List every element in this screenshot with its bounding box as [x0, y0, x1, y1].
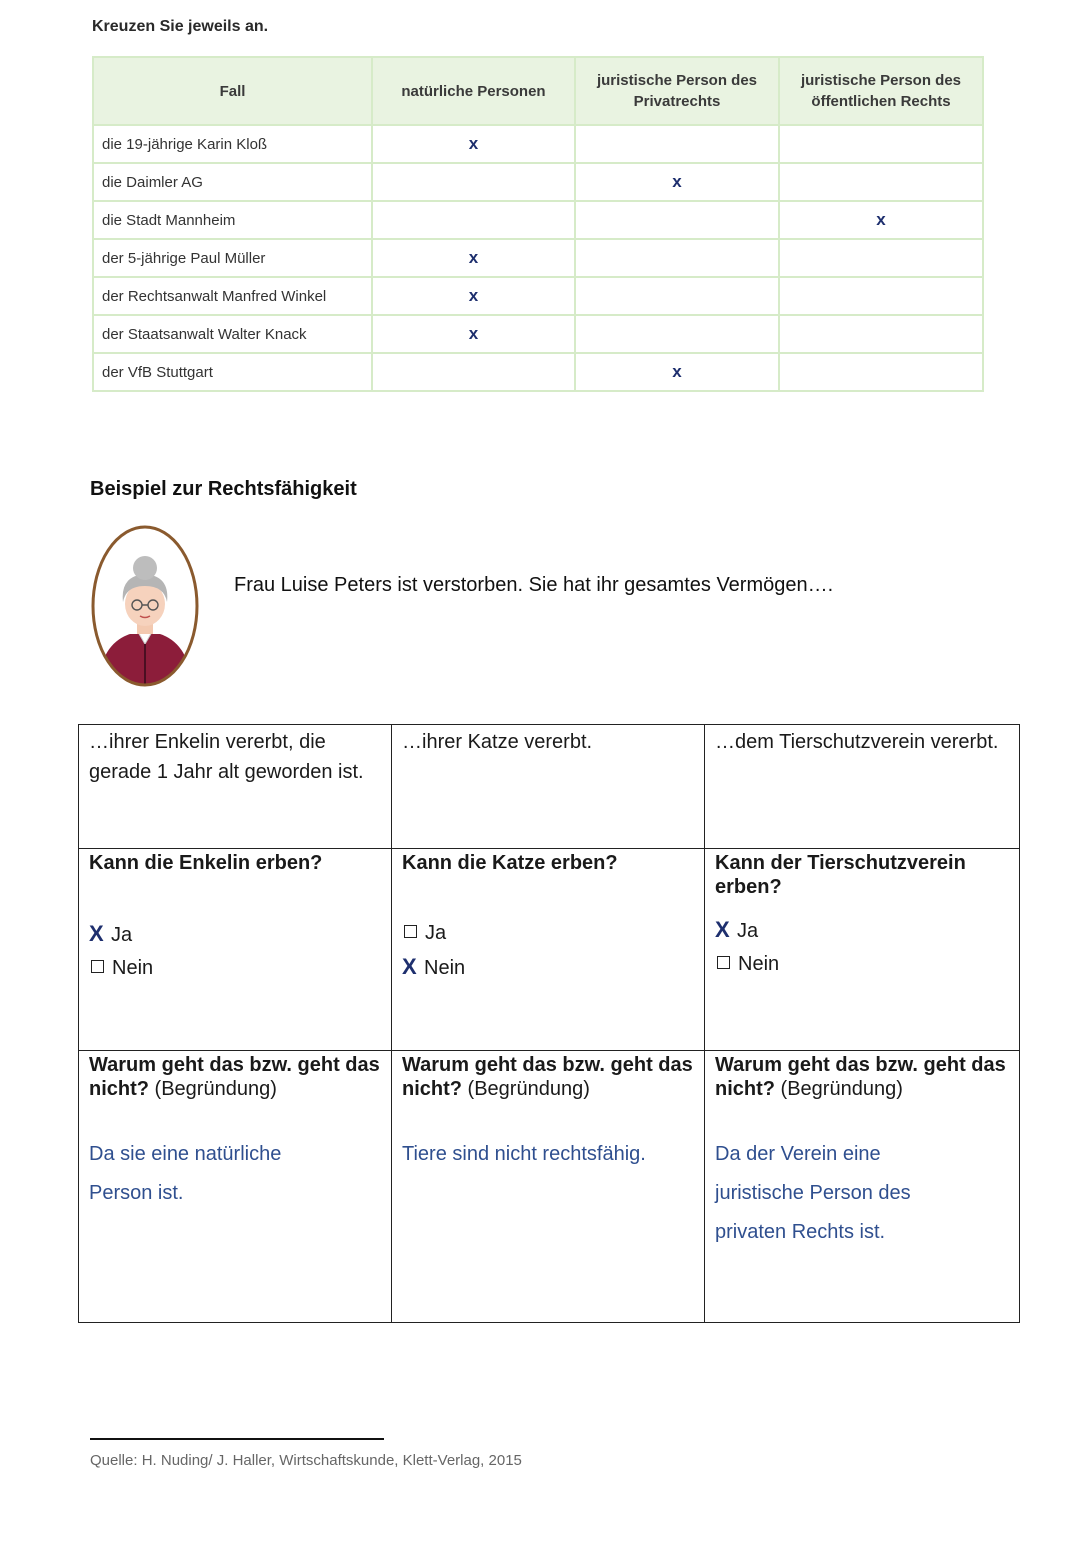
table-row: [93, 163, 983, 201]
cell-mark-natuerlich[interactable]: [372, 353, 575, 391]
cell-mark-privat[interactable]: [575, 125, 779, 163]
option-label: Ja: [425, 922, 447, 944]
header-oeffentlich-line2: öffentlichen Rechts: [811, 93, 951, 110]
question-text: Kann die Katze erben?: [402, 852, 618, 874]
worksheet-instruction: Kreuzen Sie jeweils an.: [92, 18, 269, 35]
option-label: Nein: [112, 957, 154, 979]
cell-fall: der VfB Stuttgart: [93, 353, 372, 391]
reasoning-cell: [705, 1051, 1020, 1323]
option-label: Ja: [111, 924, 133, 946]
cell-fall: die Daimler AG: [93, 163, 372, 201]
cell-fall: der Staatsanwalt Walter Knack: [93, 315, 372, 353]
cell-mark-natuerlich[interactable]: x: [372, 125, 575, 163]
reasoning-row: [79, 1051, 1020, 1323]
option-ja[interactable]: [715, 913, 1009, 948]
classification-table: [92, 56, 984, 392]
cell-mark-natuerlich[interactable]: [372, 201, 575, 239]
reasoning-prompt-bold: Warum geht das bzw. geht das nicht?: [715, 1054, 1006, 1100]
cell-fall: der Rechtsanwalt Manfred Winkel: [93, 277, 372, 315]
grandmother-portrait-icon: [90, 524, 200, 688]
reasoning-cell: [79, 1051, 392, 1323]
cell-mark-natuerlich[interactable]: x: [372, 277, 575, 315]
checkbox-empty-icon: [404, 925, 417, 938]
table-row: [93, 353, 983, 391]
cell-mark-oeffentlich[interactable]: [779, 239, 983, 277]
cell-mark-privat[interactable]: [575, 201, 779, 239]
reasoning-prompt-rest: (Begründung): [149, 1078, 277, 1100]
cell-mark-privat[interactable]: [575, 277, 779, 315]
reasoning-prompt-rest: (Begründung): [775, 1078, 903, 1100]
checkbox-empty-icon: [91, 960, 104, 973]
table-row: [93, 239, 983, 277]
option-label: Nein: [738, 953, 780, 975]
option-label: Ja: [737, 920, 759, 942]
header-natuerliche-personen: natürliche Personen: [372, 57, 575, 125]
cell-fall: der 5-jährige Paul Müller: [93, 239, 372, 277]
cell-mark-oeffentlich[interactable]: [779, 163, 983, 201]
scenario-tierschutzverein: …dem Tierschutzverein vererbt.: [705, 725, 1020, 849]
cell-mark-oeffentlich[interactable]: [779, 353, 983, 391]
option-nein[interactable]: [89, 952, 381, 985]
scenario-enkelin: …ihrer Enkelin vererbt, die gerade 1 Jahr alt geworden ist.: [79, 725, 392, 849]
cell-mark-natuerlich[interactable]: x: [372, 315, 575, 353]
reasoning-cell: [392, 1051, 705, 1323]
check-mark-icon: X: [89, 921, 104, 946]
reasoning-prompt: [402, 1053, 694, 1135]
check-mark-icon: X: [715, 917, 730, 942]
answer-line: Da der Verein eine: [715, 1143, 881, 1165]
question-row: [79, 849, 1020, 1051]
header-juristische-privatrecht: [575, 57, 779, 125]
source-citation: Quelle: H. Nuding/ J. Haller, Wirtschaftskunde, Klett-Verlag, 2015: [90, 1452, 522, 1469]
question-cell: [79, 849, 392, 1051]
cell-mark-privat[interactable]: x: [575, 353, 779, 391]
answer-line: Tiere sind nicht rechtsfähig.: [402, 1143, 646, 1165]
header-fall: Fall: [93, 57, 372, 125]
table-row: [93, 315, 983, 353]
section-title: Beispiel zur Rechtsfähigkeit: [90, 478, 357, 500]
question-cell: [705, 849, 1020, 1051]
cell-mark-privat[interactable]: [575, 239, 779, 277]
question-text: Kann die Enkelin erben?: [89, 852, 323, 874]
cell-mark-natuerlich[interactable]: x: [372, 239, 575, 277]
header-privat-line2: Privatrechts: [633, 93, 721, 110]
answer-line: Person ist.: [89, 1182, 184, 1204]
cell-mark-privat[interactable]: [575, 315, 779, 353]
scenario-row: [79, 725, 1020, 849]
option-ja[interactable]: [89, 917, 381, 952]
cell-mark-oeffentlich[interactable]: [779, 315, 983, 353]
option-nein[interactable]: [402, 950, 694, 985]
table-row: [93, 277, 983, 315]
cell-mark-oeffentlich[interactable]: x: [779, 201, 983, 239]
scenario-katze: …ihrer Katze vererbt.: [392, 725, 705, 849]
reasoning-prompt-rest: (Begründung): [462, 1078, 590, 1100]
reasoning-prompt-bold: Warum geht das bzw. geht das nicht?: [89, 1054, 380, 1100]
cell-mark-oeffentlich[interactable]: [779, 277, 983, 315]
cell-fall: die 19-jährige Karin Kloß: [93, 125, 372, 163]
option-nein[interactable]: [715, 948, 1009, 981]
table-row: [93, 201, 983, 239]
table-header-row: [93, 57, 983, 125]
header-juristische-oeffentlich: [779, 57, 983, 125]
cell-mark-privat[interactable]: x: [575, 163, 779, 201]
question-cell: [392, 849, 705, 1051]
answer-line: juristische Person des: [715, 1182, 911, 1204]
inheritance-table: [78, 724, 1020, 1323]
question-text: Kann der Tierschutzverein erben?: [715, 852, 966, 898]
option-label: Nein: [424, 957, 466, 979]
checkbox-empty-icon: [717, 956, 730, 969]
footnote-divider: [90, 1438, 384, 1440]
intro-text: Frau Luise Peters ist verstorben. Sie hat ihr gesamtes Vermögen….: [234, 574, 834, 596]
check-mark-icon: X: [402, 954, 417, 979]
reasoning-prompt: [89, 1053, 381, 1135]
reasoning-prompt-bold: Warum geht das bzw. geht das nicht?: [402, 1054, 693, 1100]
cell-mark-oeffentlich[interactable]: [779, 125, 983, 163]
table-row: [93, 125, 983, 163]
option-ja[interactable]: [402, 917, 694, 950]
reasoning-prompt: [715, 1053, 1009, 1135]
header-oeffentlich-line1: juristische Person des: [800, 72, 962, 89]
answer-line: privaten Rechts ist.: [715, 1221, 886, 1243]
cell-fall: die Stadt Mannheim: [93, 201, 372, 239]
answer-line: Da sie eine natürliche: [89, 1143, 282, 1165]
cell-mark-natuerlich[interactable]: [372, 163, 575, 201]
header-privat-line1: juristische Person des: [596, 72, 758, 89]
